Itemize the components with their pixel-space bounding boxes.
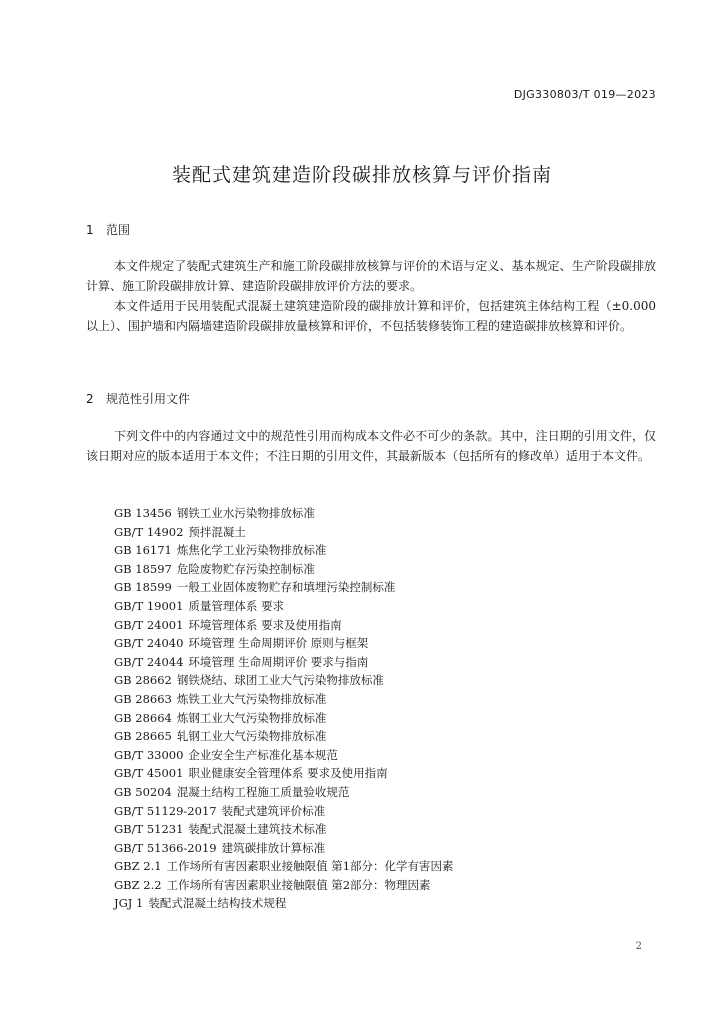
reference-code: JGJ 1 <box>114 896 144 911</box>
reference-name: 环境管理体系 要求及使用指南 <box>188 617 342 632</box>
section-heading-normative-references <box>86 390 190 407</box>
reference-name: 炼铁工业大气污染物排放标准 <box>176 691 327 706</box>
reference-name: 质量管理体系 要求 <box>188 598 285 613</box>
reference-code: GB/T 51129-2017 <box>114 803 217 818</box>
reference-code: GB/T 51231 <box>114 822 184 837</box>
page-number: 2 <box>635 941 642 952</box>
reference-item <box>114 560 454 579</box>
reference-item <box>114 634 454 653</box>
reference-code: GB 28665 <box>114 729 172 744</box>
reference-item <box>114 746 454 765</box>
reference-name: 建筑碳排放计算标准 <box>221 840 326 855</box>
reference-item <box>114 783 454 802</box>
reference-code: GB 18599 <box>114 580 172 595</box>
reference-name: 预拌混凝土 <box>188 524 246 539</box>
reference-item <box>114 764 454 783</box>
reference-code: GB/T 51366-2019 <box>114 840 217 855</box>
section-title: 范围 <box>106 223 131 237</box>
reference-item <box>114 597 454 616</box>
document-title: 装配式建筑建造阶段碳排放核算与评价指南 <box>171 164 552 186</box>
reference-code: GB/T 24001 <box>114 617 184 632</box>
reference-name: 钢铁烧结、球团工业大气污染物排放标准 <box>176 673 384 688</box>
reference-code: GB 16171 <box>114 543 172 558</box>
reference-item <box>114 690 454 709</box>
reference-item <box>114 578 454 597</box>
reference-name: 工作场所有害因素职业接触限值 第2部分：物理因素 <box>166 877 431 892</box>
reference-code: GB 50204 <box>114 784 172 799</box>
reference-name: 钢铁工业水污染物排放标准 <box>176 506 315 520</box>
reference-code: GB/T 19001 <box>114 598 184 613</box>
reference-code: GBZ 2.1 <box>114 859 162 874</box>
reference-item <box>114 616 454 635</box>
reference-code: GB/T 24040 <box>114 636 184 651</box>
document-code: DJG330803/T 019—2023 <box>513 88 656 101</box>
reference-item <box>114 541 454 560</box>
paragraph: 本文件适用于民用装配式混凝土建筑建造阶段的碳排放计算和评价，包括建筑主体结构工程（±0.000以上）、围护墙和内隔墙建造阶段碳排放量核算和评价，不包括装修装饰工程的建造碳排放核算和评价。 <box>86 299 656 333</box>
reference-name: 职业健康安全管理体系 要求及使用指南 <box>188 766 388 781</box>
reference-item <box>114 839 454 858</box>
section-number: 1 <box>86 223 94 237</box>
reference-code: GB/T 33000 <box>114 747 184 762</box>
reference-list <box>114 504 454 913</box>
reference-item <box>114 894 454 913</box>
reference-name: 一般工业固体废物贮存和填埋污染控制标准 <box>176 580 396 595</box>
reference-name: 环境管理 生命周期评价 要求与指南 <box>188 654 369 669</box>
reference-code: GB/T 14902 <box>114 524 184 539</box>
reference-name: 工作场所有害因素职业接触限值 第1部分：化学有害因素 <box>166 859 454 874</box>
reference-code: GB 28663 <box>114 691 172 706</box>
reference-name: 炼焦化学工业污染物排放标准 <box>176 543 327 558</box>
reference-item <box>114 857 454 876</box>
reference-code: GB/T 24044 <box>114 654 184 669</box>
reference-item <box>114 820 454 839</box>
reference-code: GB 13456 <box>114 506 172 520</box>
reference-name: 炼钢工业大气污染物排放标准 <box>176 710 327 725</box>
section-heading-scope <box>86 221 130 238</box>
reference-item <box>114 671 454 690</box>
reference-name: 装配式混凝土建筑技术标准 <box>188 822 327 837</box>
reference-name: 企业安全生产标准化基本规范 <box>188 747 338 762</box>
reference-code: GB/T 45001 <box>114 766 184 781</box>
paragraph: 本文件规定了装配式建筑生产和施工阶段碳排放核算与评价的术语与定义、基本规定、生产阶段碳排放计算、施工阶段碳排放计算、建造阶段碳排放评价方法的要求。 <box>86 259 656 293</box>
reference-name: 混凝土结构工程施工质量验收规范 <box>176 784 350 799</box>
reference-item <box>114 727 454 746</box>
reference-item <box>114 653 454 672</box>
reference-item <box>114 504 454 523</box>
reference-name: 装配式建筑评价标准 <box>221 803 326 818</box>
reference-name: 危险废物贮存污染控制标准 <box>176 561 315 576</box>
section-number: 2 <box>86 392 94 406</box>
reference-name: 装配式混凝土结构技术规程 <box>148 896 287 911</box>
reference-item <box>114 709 454 728</box>
reference-name: 环境管理 生命周期评价 原则与框架 <box>188 636 369 651</box>
section-title: 规范性引用文件 <box>106 392 191 406</box>
reference-item <box>114 523 454 542</box>
reference-code: GB 18597 <box>114 561 172 576</box>
reference-name: 轧钢工业大气污染物排放标准 <box>176 729 327 744</box>
reference-item <box>114 876 454 895</box>
paragraph: 下列文件中的内容通过文中的规范性引用而构成本文件必不可少的条款。其中，注日期的引用文件，仅该日期对应的版本适用于本文件；不注日期的引用文件，其最新版本（包括所有的修改单）适用于本文件。 <box>86 429 656 463</box>
reference-item <box>114 802 454 821</box>
reference-code: GB 28662 <box>114 673 172 688</box>
reference-code: GBZ 2.2 <box>114 877 162 892</box>
reference-code: GB 28664 <box>114 710 172 725</box>
